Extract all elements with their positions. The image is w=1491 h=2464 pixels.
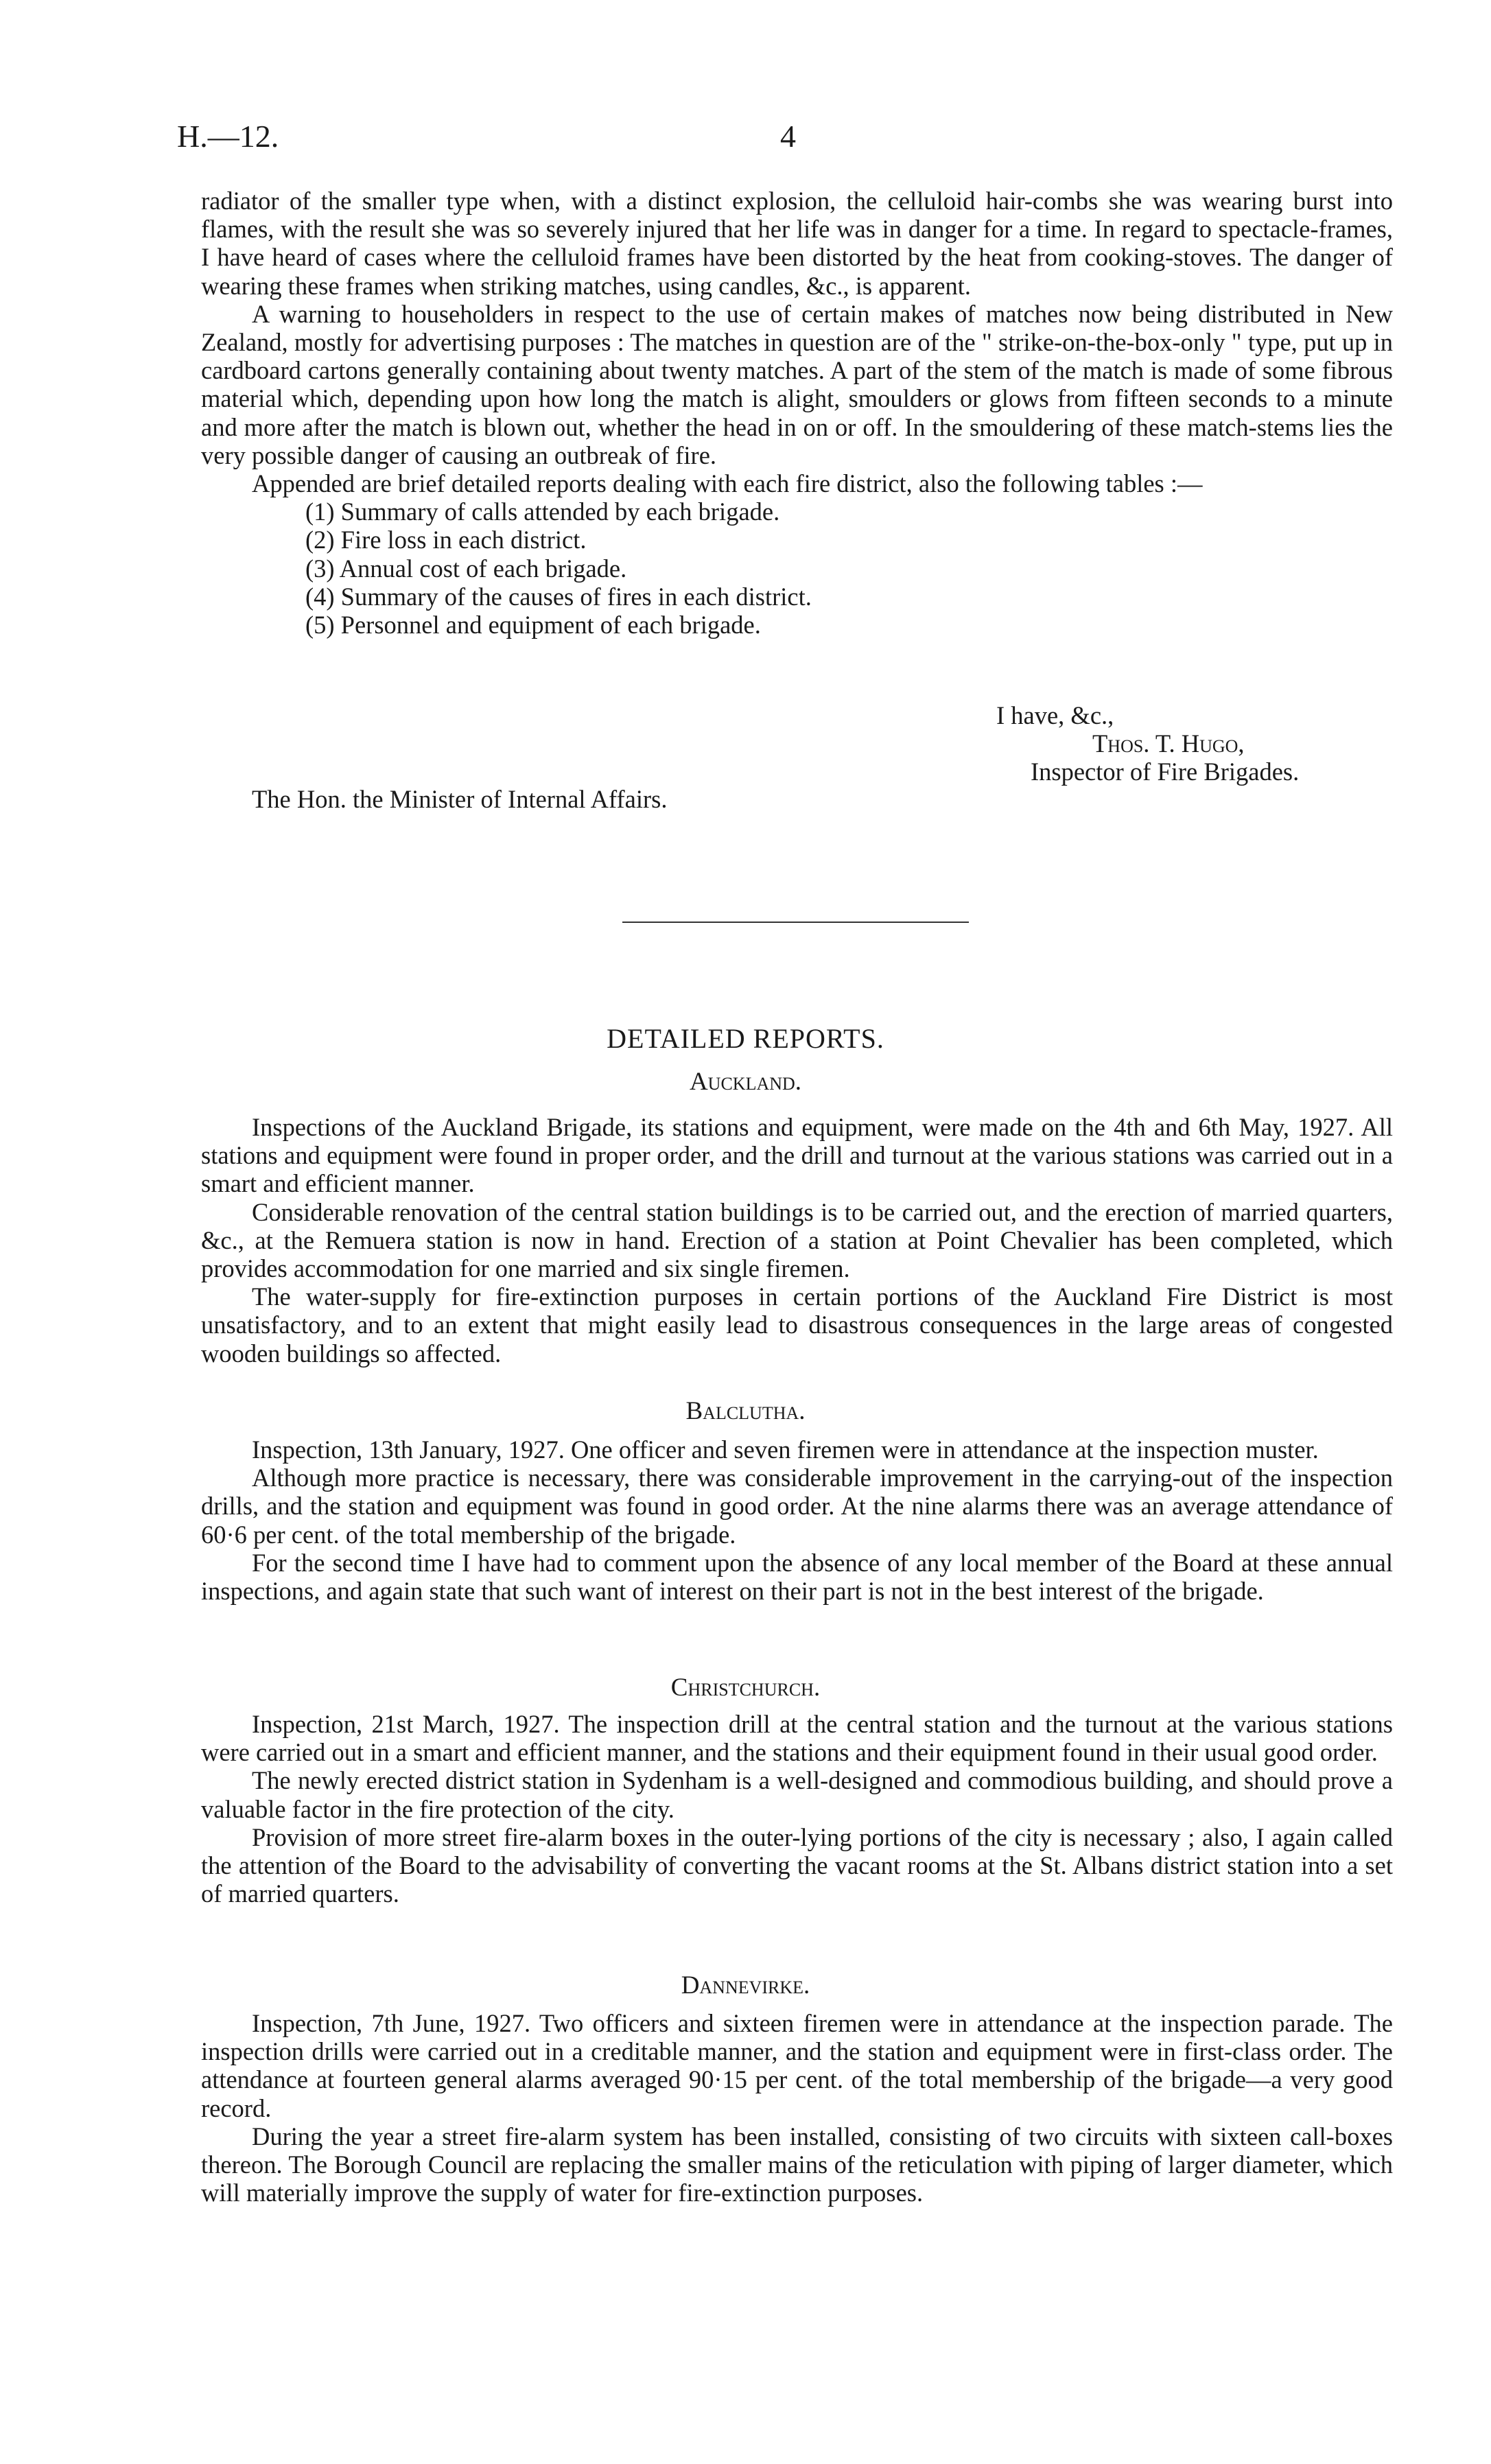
tables-list <box>201 497 1393 639</box>
report-paragraph: During the year a street fire-alarm system has been installed, consisting of two circuits with sixteen call-boxes thereon. The Borough Council are replacing the smaller mains of the reticulation with piping of larger diameter, which will materially improve the supply of water for fire-extinction purposes. <box>201 2122 1393 2207</box>
report-paragraph: Although more practice is necessary, there was considerable improvement in the carrying-out of the inspection drills, and the station and equipment was found in good order. At the nine alarms there was an average attendance of 60·6 per cent. of the total membership of the brigade. <box>201 1464 1393 1549</box>
report-paragraph: For the second time I have had to comment upon the absence of any local member of the Board at these annual inspections, and again state that such want of interest on their part is not in the best interest of the brigade. <box>201 1548 1393 1606</box>
section-dannevirke <box>201 2009 1393 2207</box>
report-paragraph: Considerable renovation of the central station buildings is to be carried out, and the erection of married quarters, &c., at the Remuera station is now in hand. Erection of a station at Point Chevalier has been completed, which provides accommodation for one married and six single firemen. <box>201 1197 1393 1283</box>
list-item: (1) Summary of calls attended by each brigade. <box>305 497 780 526</box>
section-christchurch <box>201 1710 1393 1908</box>
intro-block <box>201 187 1393 639</box>
list-item: (4) Summary of the causes of fires in each district. <box>305 582 812 611</box>
section-auckland <box>201 1113 1393 1368</box>
signature-closing: I have, &c., <box>996 701 1114 729</box>
page-number: 4 <box>780 119 796 154</box>
section-title-auckland: Auckland. <box>689 1068 802 1096</box>
list-item: (5) Personnel and equipment of each brigade. <box>305 611 761 640</box>
section-balclutha <box>201 1435 1393 1605</box>
intro-paragraph: Appended are brief detailed reports dealing with each fire district, also the following tables :— <box>252 469 1203 498</box>
report-paragraph: The water-supply for fire-extinction purposes in certain portions of the Auckland Fire District is most unsatisfactory, and to an extent that might easily lead to disastrous consequences in the large areas of congested wooden buildings so affected. <box>201 1282 1393 1368</box>
intro-paragraph: A warning to householders in respect to the use of certain makes of matches now being distributed in New Zealand, mostly for advertising purposes : The matches in question are of the " strike-on-the-box-only " type, put up in cardboard cartons generally containing about twenty matches. A part of the stem of the match is made of some fibrous material which, depending upon how long the match is alight, smoulders or glows from fifteen seconds to a minute and more after the match is blown out, whether the head in on or off. In the smouldering of these match-stems lies the very possible danger of causing an outbreak of fire. <box>201 299 1393 469</box>
detailed-reports-heading: DETAILED REPORTS. <box>607 1023 884 1054</box>
signature-name: Thos. T. Hugo, <box>1092 729 1245 758</box>
addressee: The Hon. the Minister of Internal Affairs. <box>252 785 668 813</box>
report-paragraph: Inspection, 21st March, 1927. The inspection drill at the central station and the turnout at the various stations were carried out in a smart and efficient manner, and the stations and their equipment found in their usual good order. <box>201 1710 1393 1767</box>
list-item: (3) Annual cost of each brigade. <box>305 554 627 583</box>
document-reference: H.—12. <box>177 119 279 154</box>
section-divider <box>622 922 969 923</box>
report-paragraph: The newly erected district station in Sydenham is a well-designed and commodious building, and should prove a valuable factor in the fire protection of the city. <box>201 1766 1393 1823</box>
section-title-christchurch: Christchurch. <box>670 1674 821 1702</box>
report-paragraph: Inspection, 7th June, 1927. Two officers and sixteen firemen were in attendance at the inspection parade. The inspection drills were carried out in a creditable manner, and the station and equipment were in first-class order. The attendance at fourteen general alarms averaged 90·15 per cent. of the total membership of the brigade—a very good record. <box>201 2009 1393 2122</box>
intro-paragraph: radiator of the smaller type when, with a distinct explosion, the celluloid hair-combs she was wearing burst into flames, with the result she was so severely injured that her life was in danger for a time. In regard to spectacle-frames, I have heard of cases where the celluloid frames have been distorted by the heat from cooking-stoves. The danger of wearing these frames when striking matches, using candles, &c., is apparent. <box>201 187 1393 300</box>
section-title-dannevirke: Dannevirke. <box>681 1971 810 1999</box>
report-paragraph: Provision of more street fire-alarm boxes in the outer-lying portions of the city is necessary ; also, I again called the attention of the Board to the advisability of converting the vacant rooms at the St. Albans district station into a set of married quarters. <box>201 1822 1393 1908</box>
section-title-balclutha: Balclutha. <box>685 1397 806 1425</box>
signature-title: Inspector of Fire Brigades. <box>1031 758 1300 786</box>
list-item: (2) Fire loss in each district. <box>305 526 587 554</box>
report-paragraph: Inspection, 13th January, 1927. One officer and seven firemen were in attendance at the inspection muster. <box>252 1435 1319 1464</box>
report-paragraph: Inspections of the Auckland Brigade, its stations and equipment, were made on the 4th and 6th May, 1927. All stations and equipment were found in proper order, and the drill and turnout at the various stations was carried out in a smart and efficient manner. <box>201 1113 1393 1198</box>
